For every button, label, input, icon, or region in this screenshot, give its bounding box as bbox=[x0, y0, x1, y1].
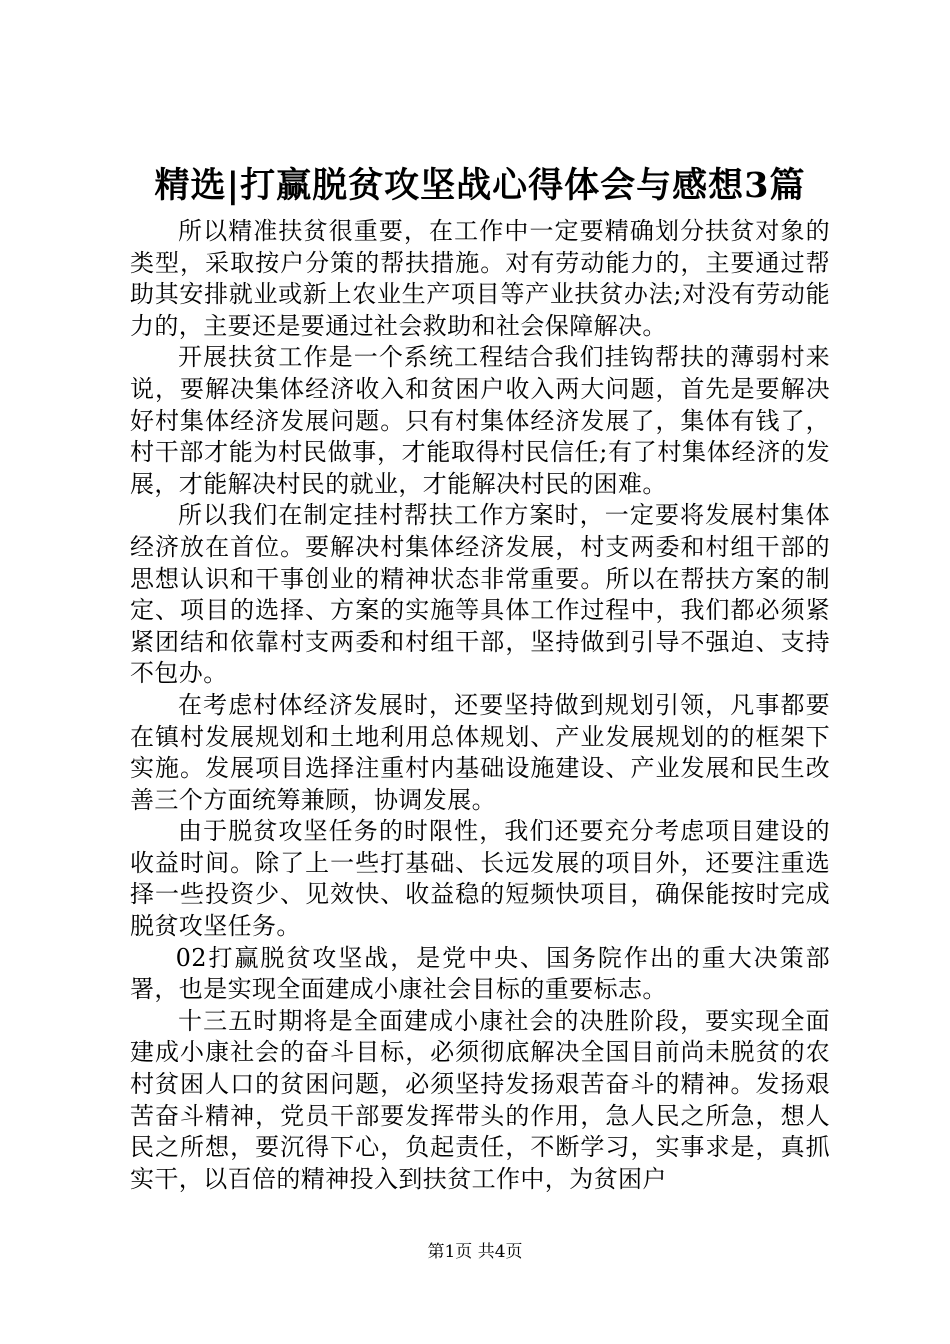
paragraph-1: 所以精准扶贫很重要，在工作中一定要精确划分扶贫对象的类型，采取按户分策的帮扶措施。对有劳动能力的，主要通过帮助其安排就业或新上农业生产项目等产业扶贫办法;对没有劳动能力的，主要还是要通过社会救助和社会保障解决。 bbox=[130, 217, 830, 340]
paragraph-6: 02打赢脱贫攻坚战，是党中央、国务院作出的重大决策部署，也是实现全面建成小康社会目标的重要标志。 bbox=[130, 943, 830, 1004]
document-body bbox=[130, 216, 830, 1195]
paragraph-3: 所以我们在制定挂村帮扶工作方案时，一定要将发展村集体经济放在首位。要解决村集体经济发展，村支两委和村组干部的思想认识和干事创业的精神状态非常重要。所以在帮扶方案的制定、项目的选择、方案的实施等具体工作过程中，我们都必须紧紧团结和依靠村支两委和村组干部，坚持做到引导不强迫、支持不包办。 bbox=[130, 501, 830, 688]
document-title: 精选|打赢脱贫攻坚战心得体会与感想3篇 bbox=[154, 165, 806, 206]
paragraph-4: 在考虑村体经济发展时，还要坚持做到规划引领，凡事都要在镇村发展规划和土地利用总体规划、产业发展规划的的框架下实施。发展项目选择注重村内基础设施建设、产业发展和民生改善三个方面统筹兼顾，协调发展。 bbox=[130, 690, 830, 814]
paragraph-7: 十三五时期将是全面建成小康社会的决胜阶段，要实现全面建成小康社会的奋斗目标，必须彻底解决全国目前尚未脱贫的农村贫困人口的贫困问题，必须坚持发扬艰苦奋斗的精神。发扬艰苦奋斗精神，党员干部要发挥带头的作用，急人民之所急，想人民之所想，要沉得下心，负起责任，不断学习，实事求是，真抓实干，以百倍的精神投入到扶贫工作中，为贫困户 bbox=[130, 1006, 830, 1193]
paragraph-5: 由于脱贫攻坚任务的时限性，我们还要充分考虑项目建设的收益时间。除了上一些打基础、长远发展的项目外，还要注重选择一些投资少、见效快、收益稳的短频快项目，确保能按时完成脱贫攻坚任务。 bbox=[130, 817, 830, 941]
page-number-footer: 第1页 共4页 bbox=[427, 1242, 523, 1262]
paragraph-2: 开展扶贫工作是一个系统工程结合我们挂钩帮扶的薄弱村来说，要解决集体经济收入和贫困户收入两大问题，首先是要解决好村集体经济发展问题。只有村集体经济发展了，集体有钱了，村干部才能为村民做事，才能取得村民信任;有了村集体经济的发展，才能解决村民的就业，才能解决村民的困难。 bbox=[130, 343, 830, 498]
document-page bbox=[130, 160, 830, 1195]
